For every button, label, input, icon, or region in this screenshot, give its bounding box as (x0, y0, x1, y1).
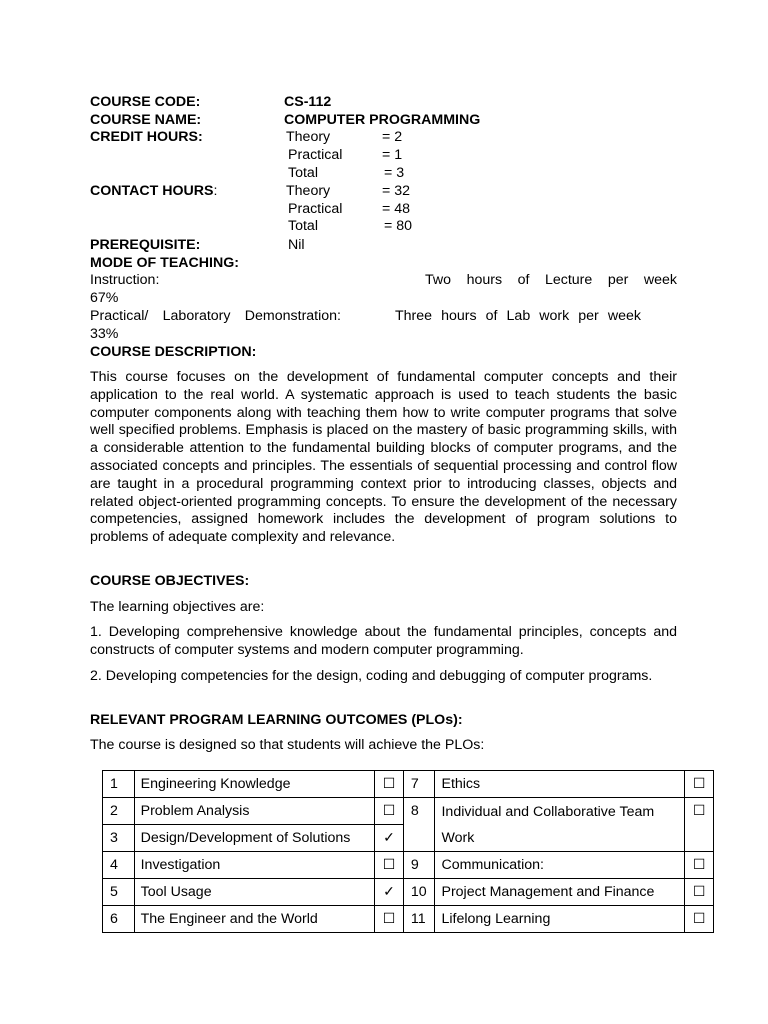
objective-item-2: 2. Developing competencies for the design, coding and debugging of computer programs. (90, 668, 653, 684)
plo-name-line: Individual and Collaborative Team (441, 803, 655, 820)
plo-name: Lifelong Learning (435, 906, 685, 933)
practical-word: week (607, 308, 641, 324)
prerequisite-label: PREREQUISITE: (90, 237, 201, 253)
plo-name: Engineering Knowledge (134, 771, 375, 798)
plo-checkbox[interactable]: ✓ (375, 825, 404, 852)
instruction-word: per (607, 272, 629, 288)
instruction-percent: 67% (90, 290, 119, 306)
course-description-heading: COURSE DESCRIPTION: (90, 344, 257, 360)
contact-hours-heading (90, 182, 217, 200)
credit-practical-value: = 1 (382, 147, 403, 163)
plo-number: 10 (403, 879, 435, 906)
plo-checkbox[interactable]: ☐ (685, 852, 714, 879)
plo-checkbox[interactable]: ☐ (685, 879, 714, 906)
credit-total-label: Total (288, 165, 318, 181)
instruction-label: Instruction: (90, 272, 160, 288)
plo-checkbox[interactable]: ✓ (375, 879, 404, 906)
plo-number: 1 (103, 771, 135, 798)
plo-checkbox[interactable]: ☐ (685, 906, 714, 933)
plo-number: 7 (403, 771, 435, 798)
plo-name: Problem Analysis (134, 798, 375, 825)
course-description-text: This course focuses on the development of fundamental computer concepts and their application to the real world. A systematic approach is used to teach students the basic computer components along with teaching them how to write computer programs that solve well specified problems. Emphasis is placed on the mastery of basic programming skills, with a considerable attention to the fundamental building blocks of computer programs, and the associated concepts and principles. The essentials of sequential processing and control flow are taught in a procedural programming context prior to introducing classes, objects and related object-oriented programming concepts. To ensure the development of the necessary competencies, assigned homework includes the development of program solutions to problems of adequate complexity and relevance. (90, 369, 677, 546)
contact-practical-value: = 48 (382, 201, 411, 217)
instruction-word: week (643, 272, 677, 288)
practical-label (90, 307, 341, 325)
practical-word: per (578, 308, 599, 324)
credit-theory-label: Theory (286, 129, 331, 145)
practical-percent: 33% (90, 326, 119, 342)
plos-heading: RELEVANT PROGRAM LEARNING OUTCOMES (PLOs): (90, 712, 463, 728)
practical-hours (395, 307, 641, 325)
practical-word: work (539, 308, 570, 324)
contact-theory-value: = 32 (382, 183, 411, 199)
contact-hours-label: CONTACT HOURS (90, 183, 214, 199)
practical-word: of (485, 308, 498, 324)
plo-number: 5 (103, 879, 135, 906)
contact-total-value: = 80 (384, 218, 413, 234)
practical-word: Three (395, 308, 433, 324)
plo-number: 4 (103, 852, 135, 879)
plo-checkbox[interactable]: ☐ (685, 798, 714, 852)
plo-name: Investigation (134, 852, 375, 879)
plos-intro: The course is designed so that students will achieve the PLOs: (90, 737, 485, 753)
course-name-label: COURSE NAME: (90, 112, 202, 128)
contact-theory-label: Theory (286, 183, 331, 199)
plo-checkbox[interactable]: ☐ (375, 798, 404, 825)
prerequisite-value: Nil (288, 237, 305, 253)
practical-label-word: Practical/ (90, 308, 149, 324)
plo-checkbox[interactable]: ☐ (375, 906, 404, 933)
plo-name: Project Management and Finance (435, 879, 685, 906)
practical-word: hours (441, 308, 477, 324)
mode-of-teaching-label: MODE OF TEACHING: (90, 255, 239, 271)
plo-checkbox[interactable]: ☐ (685, 771, 714, 798)
plo-name: Tool Usage (134, 879, 375, 906)
practical-label-word: Laboratory (162, 308, 231, 324)
table-row (103, 798, 714, 825)
plo-checkbox[interactable]: ☐ (375, 852, 404, 879)
course-name-value: COMPUTER PROGRAMMING (284, 112, 481, 128)
plo-name: Ethics (435, 771, 685, 798)
instruction-hours (425, 271, 677, 289)
plo-name: The Engineer and the World (134, 906, 375, 933)
objective-item-1: 1. Developing comprehensive knowledge about the fundamental principles, concepts and constructs of computer systems and modern computer programming. (90, 624, 677, 658)
table-row (103, 879, 714, 906)
table-row (103, 852, 714, 879)
instruction-word: of (517, 272, 530, 288)
contact-total-label: Total (288, 218, 318, 234)
course-code-label: COURSE CODE: (90, 94, 201, 110)
table-row (103, 771, 714, 798)
plo-name-line: Work (441, 829, 475, 846)
plo-name: Communication: (435, 852, 685, 879)
credit-total-value: = 3 (384, 165, 405, 181)
instruction-word: Lecture (544, 272, 593, 288)
plo-table (102, 770, 714, 933)
plo-checkbox[interactable]: ☐ (375, 771, 404, 798)
plo-number: 3 (103, 825, 135, 852)
credit-hours-label: CREDIT HOURS: (90, 129, 203, 145)
objectives-intro: The learning objectives are: (90, 599, 265, 615)
credit-theory-value: = 2 (382, 129, 403, 145)
course-code-value: CS-112 (284, 94, 332, 110)
plo-number: 2 (103, 798, 135, 825)
practical-label-word: Demonstration: (244, 308, 341, 324)
instruction-word: hours (466, 272, 503, 288)
plo-name (435, 798, 685, 852)
plo-number: 9 (403, 852, 435, 879)
course-objectives-heading: COURSE OBJECTIVES: (90, 573, 250, 589)
table-row (103, 906, 714, 933)
plo-number: 6 (103, 906, 135, 933)
plo-number: 8 (403, 798, 435, 852)
instruction-word: Two (425, 272, 452, 288)
plo-name: Design/Development of Solutions (134, 825, 375, 852)
contact-practical-label: Practical (288, 201, 343, 217)
credit-practical-label: Practical (288, 147, 343, 163)
practical-word: Lab (506, 308, 531, 324)
plo-number: 11 (403, 906, 435, 933)
contact-hours-colon: : (213, 183, 218, 199)
